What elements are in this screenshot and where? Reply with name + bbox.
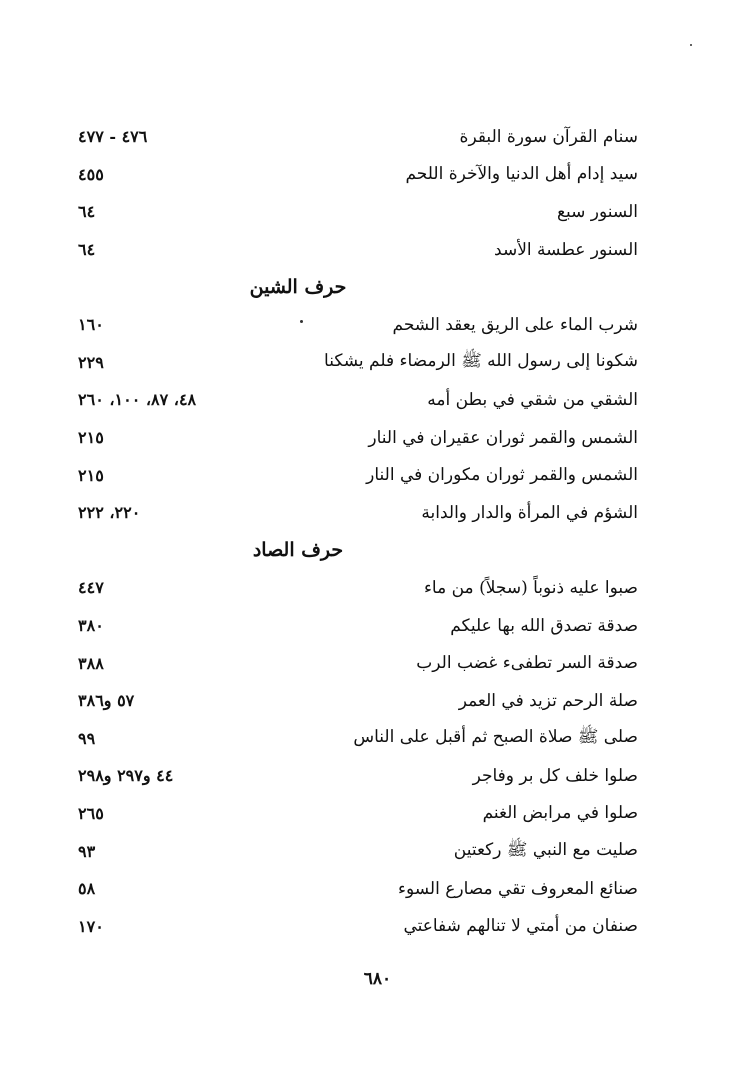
entry-pages: ٥٨ bbox=[78, 879, 96, 899]
entry-text: سيد إدام أهل الدنيا والآخرة اللحم bbox=[405, 164, 638, 185]
entry-pages: ٣٨٨ bbox=[78, 653, 104, 673]
entry-text: صلى ﷺ صلاة الصبح ثم أقبل على الناس bbox=[353, 726, 638, 747]
section-heading-text: حرف الصاد bbox=[252, 539, 344, 562]
entry-text: الشمس والقمر ثوران مكوران في النار bbox=[366, 465, 638, 486]
index-entry bbox=[78, 569, 638, 607]
index-entry bbox=[78, 306, 638, 344]
entry-pages: ٥٧ و٣٨٦ bbox=[78, 691, 135, 711]
entry-pages: ٢١٥ bbox=[78, 428, 104, 448]
index-entry bbox=[78, 644, 638, 682]
section-heading bbox=[78, 268, 638, 306]
entry-pages: ٦٤ bbox=[78, 202, 96, 222]
entry-text: الشؤم في المرأة والدار والدابة bbox=[421, 502, 638, 523]
entry-pages: ٦٤ bbox=[78, 240, 96, 260]
index-entry bbox=[78, 494, 638, 532]
entry-pages: ٣٨٠ bbox=[78, 616, 104, 636]
entry-pages: ٩٣ bbox=[78, 841, 96, 861]
index-entry bbox=[78, 419, 638, 457]
entry-text: صلة الرحم تزيد في العمر bbox=[458, 690, 638, 711]
index-entry bbox=[78, 757, 638, 795]
index-entry bbox=[78, 720, 638, 758]
entry-pages: ٤٨، ٨٧، ١٠٠، ٢٦٠ bbox=[78, 390, 197, 410]
page-number: ٦٨٠ bbox=[363, 969, 392, 989]
index-entry bbox=[78, 118, 638, 156]
index-entry bbox=[78, 870, 638, 908]
index-entry bbox=[78, 832, 638, 870]
entry-text: السنور عطسة الأسد bbox=[494, 239, 638, 260]
entry-text: صلوا خلف كل بر وفاجر bbox=[472, 765, 638, 786]
speck bbox=[690, 44, 692, 46]
entry-text: السنور سبع bbox=[556, 201, 638, 222]
entry-text: الشقي من شقي في بطن أمه bbox=[427, 389, 638, 410]
entry-pages: ٤٧٦ - ٤٧٧ bbox=[78, 127, 148, 147]
entry-pages: ١٦٠ bbox=[78, 315, 104, 335]
index-entry bbox=[78, 682, 638, 720]
index-entry bbox=[78, 193, 638, 231]
entry-text: الشمس والقمر ثوران عقيران في النار bbox=[368, 427, 638, 448]
entry-pages: ٤٥٥ bbox=[78, 164, 104, 184]
entry-pages: ٤٤ و٢٩٧ و٢٩٨ bbox=[78, 766, 174, 786]
section-heading-text: حرف الشين bbox=[249, 276, 347, 299]
entry-text: صليت مع النبي ﷺ ركعتين bbox=[453, 839, 638, 860]
entry-text: صدقة تصدق الله بها عليكم bbox=[450, 615, 638, 636]
entry-text: صلوا في مرابض الغنم bbox=[482, 803, 638, 824]
index-entry bbox=[78, 456, 638, 494]
entry-text: شرب الماء على الريق يعقد الشحم bbox=[392, 314, 638, 335]
entry-pages: ٤٤٧ bbox=[78, 578, 104, 598]
speck bbox=[300, 320, 303, 323]
entry-pages: ٢٢٩ bbox=[78, 352, 104, 372]
index-entry bbox=[78, 907, 638, 945]
index-entry bbox=[78, 344, 638, 382]
entry-text: شكونا إلى رسول الله ﷺ الرمضاء فلم يشكنا bbox=[324, 350, 638, 371]
entry-pages: ٢٦٥ bbox=[78, 803, 104, 823]
section-heading bbox=[78, 532, 638, 570]
entry-text: سنام القرآن سورة البقرة bbox=[459, 126, 638, 147]
index-entry bbox=[78, 795, 638, 833]
entry-text: صنائع المعروف تقي مصارع السوء bbox=[397, 878, 638, 899]
entry-text: صدقة السر تطفىء غضب الرب bbox=[416, 653, 638, 674]
index-list bbox=[78, 118, 638, 945]
entry-pages: ١٧٠ bbox=[78, 916, 104, 936]
index-entry bbox=[78, 156, 638, 194]
entry-text: صنفان من أمتي لا تنالهم شفاعتي bbox=[403, 916, 638, 937]
entry-pages: ٩٩ bbox=[78, 728, 96, 748]
index-entry bbox=[78, 381, 638, 419]
index-entry bbox=[78, 607, 638, 645]
index-entry bbox=[78, 231, 638, 269]
entry-pages: ٢١٥ bbox=[78, 465, 104, 485]
entry-pages: ٢٢٠، ٢٢٢ bbox=[78, 503, 141, 523]
entry-text: صبوا عليه ذنوباً (سجلاً) من ماء bbox=[423, 577, 638, 598]
